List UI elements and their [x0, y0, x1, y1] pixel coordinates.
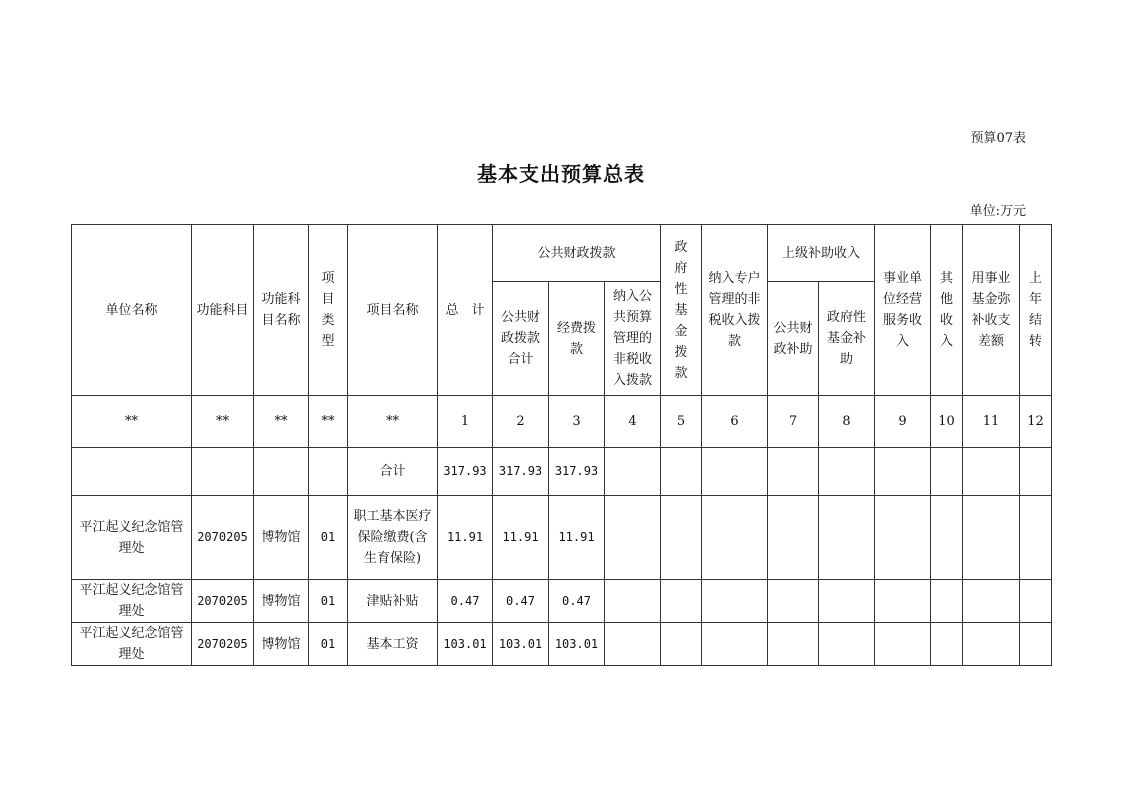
- index-cell: 4: [605, 396, 661, 448]
- table-row: [72, 496, 1052, 580]
- row-func-code: 2070205: [192, 496, 254, 580]
- row-unit-name: 平江起义纪念馆管理处: [72, 496, 192, 580]
- row-total: 11.91: [438, 496, 493, 580]
- row-empty: [931, 580, 963, 623]
- budget-table: [71, 224, 1052, 666]
- header-unit-name: 单位名称: [72, 225, 192, 396]
- total-row: [72, 448, 1052, 496]
- index-cell: 3: [549, 396, 605, 448]
- row-empty: [963, 496, 1020, 580]
- row-func-name: 博物馆: [254, 580, 309, 623]
- unit-label: 单位:万元: [969, 204, 1026, 219]
- total-row-empty: [309, 448, 348, 496]
- row-func-code: 2070205: [192, 580, 254, 623]
- row-empty: [661, 580, 702, 623]
- row-empty: [963, 623, 1020, 666]
- index-cell: 1: [438, 396, 493, 448]
- row-func-name: 博物馆: [254, 623, 309, 666]
- row-empty: [605, 623, 661, 666]
- table-row: [72, 580, 1052, 623]
- row-project-name: 基本工资: [348, 623, 438, 666]
- total-row-total: 317.93: [438, 448, 493, 496]
- row-public-finance-total: 103.01: [493, 623, 549, 666]
- row-empty: [702, 623, 768, 666]
- total-row-operating-funds: 317.93: [549, 448, 605, 496]
- header-public-finance: 公共财政拨款: [493, 225, 661, 282]
- page-title: 基本支出预算总表: [477, 162, 645, 186]
- row-operating-funds: 11.91: [549, 496, 605, 580]
- row-empty: [819, 623, 875, 666]
- row-empty: [702, 496, 768, 580]
- header-public-budget-nontax: 纳入公共预算管理的非税收入拨款: [605, 282, 661, 396]
- row-project-name: 职工基本医疗保险缴费(含生育保险): [348, 496, 438, 580]
- index-cell: 12: [1020, 396, 1052, 448]
- total-row-empty: [605, 448, 661, 496]
- header-operating-funds: 经费拨款: [549, 282, 605, 396]
- total-row-empty: [72, 448, 192, 496]
- row-empty: [931, 623, 963, 666]
- row-empty: [931, 496, 963, 580]
- total-row-empty: [875, 448, 931, 496]
- row-operating-funds: 0.47: [549, 580, 605, 623]
- header-project-name: 项目名称: [348, 225, 438, 396]
- row-public-finance-total: 11.91: [493, 496, 549, 580]
- row-total: 103.01: [438, 623, 493, 666]
- form-number: 预算07表: [970, 131, 1026, 146]
- total-row-empty: [661, 448, 702, 496]
- row-empty: [819, 580, 875, 623]
- index-cell: **: [72, 396, 192, 448]
- row-empty: [768, 580, 819, 623]
- row-empty: [768, 496, 819, 580]
- index-cell: 2: [493, 396, 549, 448]
- row-empty: [661, 496, 702, 580]
- header-gov-fund-subsidy: 政府性基金补助: [819, 282, 875, 396]
- header-fund-gap: 用事业基金弥补收支差额: [963, 225, 1020, 396]
- index-row: [72, 396, 1052, 448]
- row-func-code: 2070205: [192, 623, 254, 666]
- header-special-nontax: 纳入专户管理的非税收入拨款: [702, 225, 768, 396]
- row-empty: [661, 623, 702, 666]
- total-row-empty: [192, 448, 254, 496]
- row-empty: [1020, 623, 1052, 666]
- row-project-type: 01: [309, 623, 348, 666]
- header-func-name: 功能科目名称: [254, 225, 309, 396]
- row-public-finance-total: 0.47: [493, 580, 549, 623]
- header-business-income: 事业单位经营服务收入: [875, 225, 931, 396]
- index-cell: **: [254, 396, 309, 448]
- index-cell: 9: [875, 396, 931, 448]
- total-row-label: 合计: [348, 448, 438, 496]
- header-row-1: [72, 225, 1052, 282]
- total-row-public-finance-total: 317.93: [493, 448, 549, 496]
- header-gov-fund: [661, 225, 702, 396]
- row-empty: [1020, 580, 1052, 623]
- index-cell: 5: [661, 396, 702, 448]
- row-empty: [605, 580, 661, 623]
- index-cell: **: [192, 396, 254, 448]
- header-carryover-text: 上年结转: [1029, 271, 1043, 349]
- row-empty: [1020, 496, 1052, 580]
- row-unit-name: 平江起义纪念馆管理处: [72, 580, 192, 623]
- total-row-empty: [819, 448, 875, 496]
- index-cell: 8: [819, 396, 875, 448]
- index-cell: **: [309, 396, 348, 448]
- total-row-empty: [931, 448, 963, 496]
- row-project-type: 01: [309, 580, 348, 623]
- row-empty: [819, 496, 875, 580]
- row-empty: [768, 623, 819, 666]
- header-total: 总 计: [438, 225, 493, 396]
- total-row-empty: [768, 448, 819, 496]
- header-other-income-text: 其他收入: [940, 271, 954, 349]
- row-empty: [875, 623, 931, 666]
- header-project-type: [309, 225, 348, 396]
- total-row-empty: [702, 448, 768, 496]
- header-public-finance-subsidy: 公共财政补助: [768, 282, 819, 396]
- row-func-name: 博物馆: [254, 496, 309, 580]
- header-carryover: [1020, 225, 1052, 396]
- row-empty: [605, 496, 661, 580]
- total-row-empty: [1020, 448, 1052, 496]
- header-other-income: [931, 225, 963, 396]
- row-project-type: 01: [309, 496, 348, 580]
- total-row-empty: [254, 448, 309, 496]
- index-cell: 7: [768, 396, 819, 448]
- header-public-finance-total: 公共财政拨款合计: [493, 282, 549, 396]
- header-superior-subsidy: 上级补助收入: [768, 225, 875, 282]
- total-row-empty: [963, 448, 1020, 496]
- row-empty: [963, 580, 1020, 623]
- header-func-code: 功能科目: [192, 225, 254, 396]
- index-cell: 10: [931, 396, 963, 448]
- table-row: [72, 623, 1052, 666]
- row-total: 0.47: [438, 580, 493, 623]
- index-cell: 11: [963, 396, 1020, 448]
- row-project-name: 津贴补贴: [348, 580, 438, 623]
- row-empty: [875, 580, 931, 623]
- index-cell: **: [348, 396, 438, 448]
- index-cell: 6: [702, 396, 768, 448]
- header-gov-fund-text: 政府性基金拨款: [674, 239, 688, 381]
- row-unit-name: 平江起义纪念馆管理处: [72, 623, 192, 666]
- row-empty: [702, 580, 768, 623]
- header-project-type-text: 项目类型: [321, 271, 335, 349]
- row-operating-funds: 103.01: [549, 623, 605, 666]
- row-empty: [875, 496, 931, 580]
